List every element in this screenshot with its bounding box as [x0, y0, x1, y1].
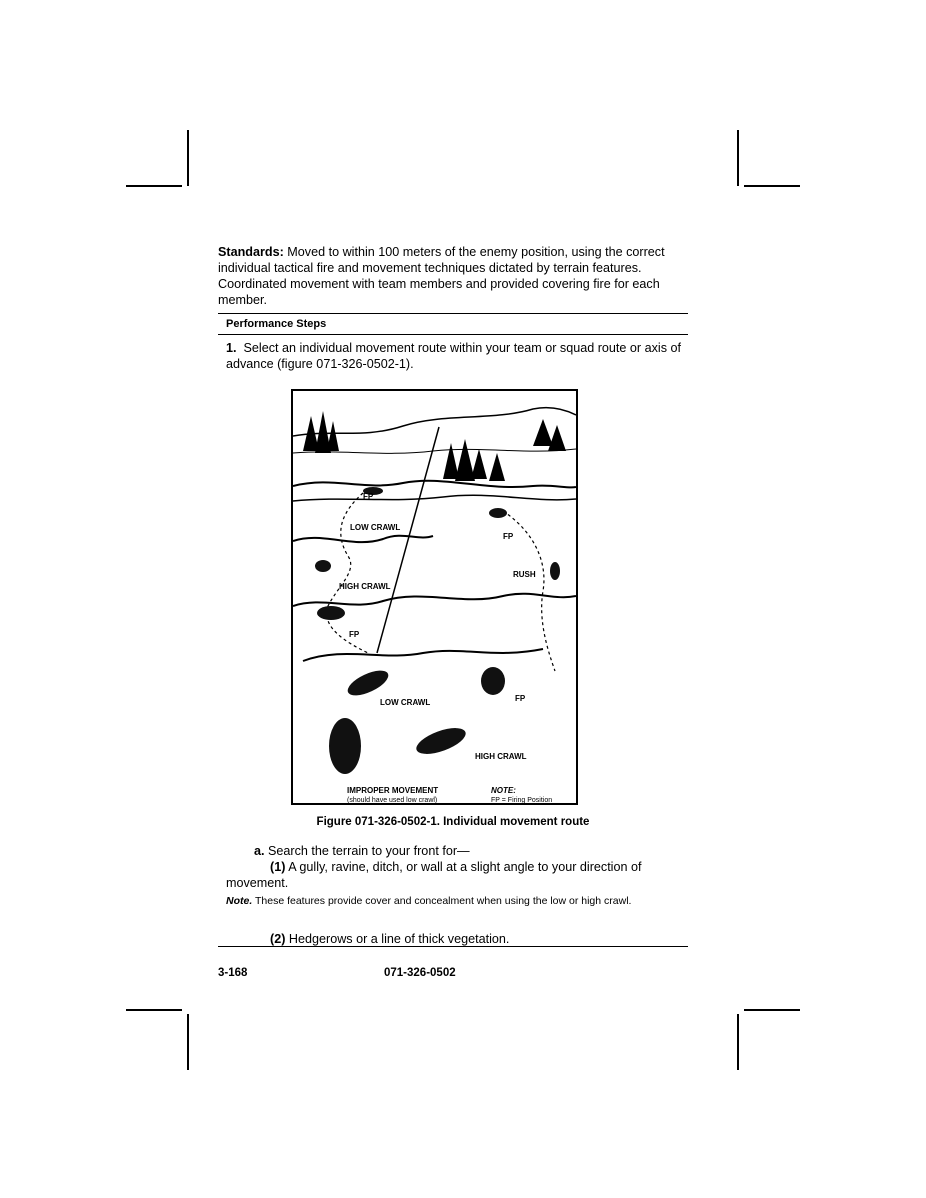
page-content — [218, 244, 688, 372]
item-1-text: A gully, ravine, ditch, or wall at a slight angle to your direction of movement. — [226, 860, 642, 890]
step-1 — [226, 340, 688, 372]
crop-mark — [126, 1009, 182, 1011]
task-number: 071-326-0502 — [384, 967, 456, 979]
item-a — [218, 843, 688, 859]
crop-mark — [187, 1014, 189, 1070]
standards-text: Moved to within 100 meters of the enemy position, using the correct individual tactical fire and movement techniques dictated by terrain features. Coordinated movement with team members and provided covering fire for each member. — [218, 245, 665, 307]
movement-route-figure — [291, 389, 578, 805]
item-1 — [226, 859, 688, 891]
note-label: Note. — [226, 895, 253, 907]
item-2 — [270, 931, 688, 947]
label-fp: FP — [363, 492, 374, 501]
step-1-text: Select an individual movement route within your team or squad route or axis of advance (figure 071-326-0502-1). — [226, 341, 682, 371]
crop-mark — [744, 185, 800, 187]
label-improper-movement: IMPROPER MOVEMENT — [347, 786, 439, 795]
label-rush: RUSH — [513, 570, 536, 579]
label-high-crawl: HIGH CRAWL — [339, 582, 391, 591]
divider — [218, 334, 688, 335]
crop-mark — [737, 130, 739, 186]
label-fp: FP — [515, 694, 526, 703]
crop-mark — [744, 1009, 800, 1011]
label-low-crawl: LOW CRAWL — [350, 523, 401, 532]
standards-label: Standards: — [218, 245, 284, 259]
label-high-crawl: HIGH CRAWL — [475, 752, 527, 761]
label-fp: FP — [503, 532, 514, 541]
standards-paragraph — [218, 244, 688, 308]
note-paragraph — [226, 895, 676, 908]
note-text: These features provide cover and concealment when using the low or high crawl. — [254, 895, 632, 907]
crop-mark — [126, 185, 182, 187]
crop-mark — [737, 1014, 739, 1070]
item-1-label: (1) — [270, 860, 286, 874]
performance-steps-header: Performance Steps — [226, 318, 327, 330]
figure-note-label: NOTE: — [491, 786, 516, 795]
figure-illustration — [293, 391, 576, 803]
crop-mark — [187, 130, 189, 186]
page-number: 3-168 — [218, 967, 248, 979]
divider — [218, 946, 688, 947]
figure-caption: Figure 071-326-0502-1. Individual movement route — [316, 816, 590, 828]
item-2-text: Hedgerows or a line of thick vegetation. — [288, 932, 510, 946]
item-a-text: Search the terrain to your front for— — [268, 844, 470, 858]
item-2-label: (2) — [270, 932, 286, 946]
item-a-label: a. — [254, 844, 265, 858]
step-1-number: 1. — [226, 341, 237, 355]
label-fp: FP — [349, 630, 360, 639]
label-improper-note: (should have used low crawl) — [347, 797, 438, 803]
label-low-crawl: LOW CRAWL — [380, 698, 431, 707]
figure-note-text: FP = Firing Position — [491, 797, 553, 803]
